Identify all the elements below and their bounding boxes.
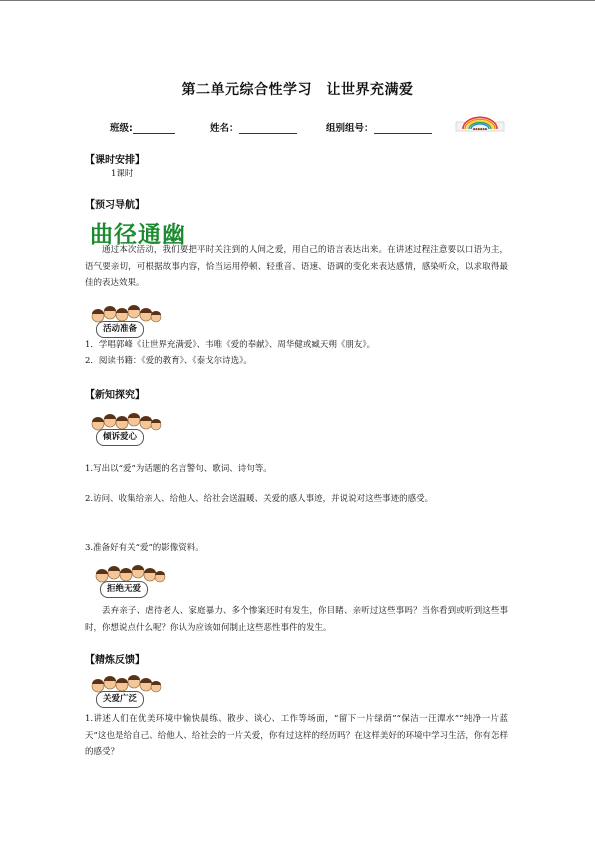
svg-text:▪▪▪▪▪▪: ▪▪▪▪▪▪: [472, 127, 488, 131]
top-border-line: [0, 0, 595, 1]
group-blank[interactable]: [374, 123, 432, 134]
broad-care-label: 关爱广泛: [96, 691, 144, 708]
group-label: 组别组号：: [326, 123, 374, 134]
name-blank[interactable]: [239, 123, 297, 134]
preview-heading: 【预习导航】: [85, 200, 145, 211]
explore-item-1: 1.写出以“爱”为话题的名言警句、歌词、诗句等。: [85, 464, 272, 474]
group-field: [326, 120, 432, 134]
share-love-badge: [88, 410, 164, 448]
schedule-heading: 【课时安排】: [85, 155, 145, 166]
class-label: 班级:: [110, 123, 133, 134]
feedback-heading: 【精炼反馈】: [85, 655, 145, 666]
feedback-paragraph: 1.讲述人们在优美环境中愉快晨练、散步、谈心、工作等场面，“留下一片绿荫”“保洁一汪潭水”“纯净一片蓝天”这也是给自己、给他人、给社会的一片关爱，你有过这样的经历吗？在这样美好的环境中学习生活，你有怎样的感受？: [85, 714, 508, 757]
class-field: [110, 120, 175, 134]
preview-big-title: 曲径通幽: [90, 222, 186, 248]
activity-prep-label: 活动准备: [96, 321, 144, 338]
class-blank[interactable]: [133, 123, 175, 134]
share-love-label: 倾诉爱心: [96, 429, 144, 446]
reject-lovelessness-badge: [92, 562, 168, 600]
activity-prep-badge: [88, 302, 164, 340]
preview-item-2: 2．阅读书籍：《爱的教育》、《泰戈尔诗选》。: [85, 356, 252, 366]
reject-lovelessness-label: 拒绝无爱: [100, 581, 148, 598]
schedule-text: 1课时: [111, 169, 134, 179]
explore-item-2: 2.访问、收集给亲人、给他人、给社会送温暖、关爱的感人事迹，并说说对这些事迹的感受。: [85, 494, 434, 504]
page-title: 第二单元综合性学习 让世界充满爱: [181, 82, 414, 98]
broad-care-badge: [88, 672, 164, 710]
explore-heading: 【新知探究】: [85, 390, 145, 401]
name-label: 姓名：: [210, 123, 239, 134]
explore-paragraph: 丢弃亲子、虐待老人、家庭暴力、多个惨案还时有发生，你目睹、亲听过这些事吗？当你看到或听到这些事时，你想说点什么呢？你认为应该如何制止这些恶性事件的发生。: [85, 606, 508, 633]
name-field: [210, 120, 297, 134]
explore-item-3: 3.准备好有关“爱”的影像资料。: [85, 543, 204, 553]
rainbow-logo-icon: [455, 116, 505, 132]
preview-item-1: 1．学唱郭峰《让世界充满爱》、韦唯《爱的奉献》、周华健或臧天朔《朋友》。: [85, 340, 376, 350]
preview-paragraph: 通过本次活动，我们要把平时关注到的人间之爱，用自己的语言表达出来。在讲述过程注意要以口语为主，语气要亲切，可根据故事内容，恰当运用停顿、轻重音、语速、语调的变化来表达感情，感染听众，以求取得最佳的表达效果。: [85, 245, 508, 288]
